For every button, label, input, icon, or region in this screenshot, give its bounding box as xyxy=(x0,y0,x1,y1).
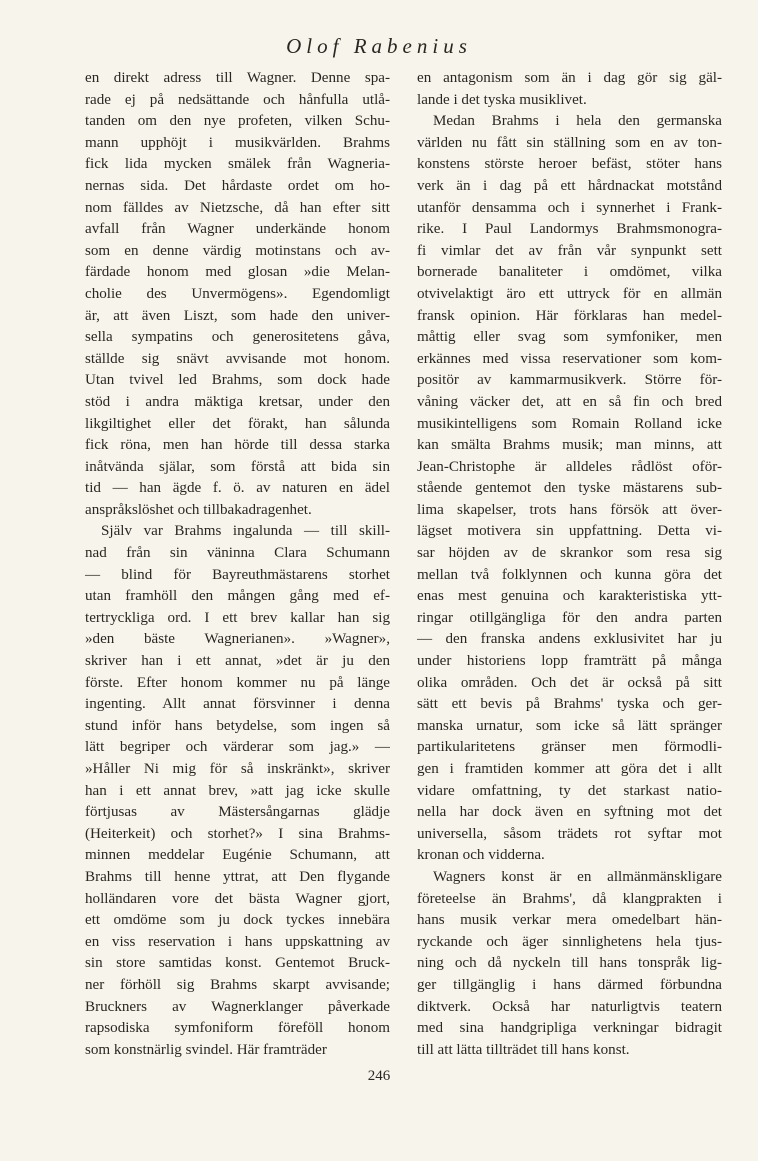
text-line: universella, såsom trädets rot syftar mot xyxy=(417,825,722,842)
text-line: Själv var Brahms ingalunda — till skill- xyxy=(101,523,390,540)
text-line: musikintelligens som Romain Rolland icke xyxy=(417,415,722,432)
text-line: gen i framtiden kommer att göra det i allt xyxy=(417,761,722,777)
text-line: Utan tvivel led Brahms, som dock hade xyxy=(85,372,390,389)
text-line: nom fälldes av Nietzsche, då han efter sitt xyxy=(85,199,390,216)
text-line: våning väcker det, att en så fin och bred xyxy=(417,393,722,410)
text-line: måttig eller svag som symfoniker, men xyxy=(417,329,722,346)
text-line: ger tillgänglig i hans därmed förbundna xyxy=(417,976,722,993)
text-line: otvivelaktigt äro ett uttryck för en allmän xyxy=(417,285,722,302)
text-line: mann upphöjt i musikvärlden. Brahms xyxy=(85,134,390,151)
text-line: ner förhöll sig Brahms skarpt avvisande; xyxy=(85,976,390,993)
text-line: sin store samtidas konst. Gentemot Bruck- xyxy=(85,955,390,972)
text-line: skriver han i ett annat, »det är ju den xyxy=(85,653,390,670)
text-line: förste. Efter honom kommer nu på länge xyxy=(85,674,390,691)
text-line: som en denne värdig motinstans och av- xyxy=(85,242,390,259)
text-line: avfall från Wagner underkände honom xyxy=(85,221,390,238)
text-line: (Heiterkeit) och storhet?» I sina Brahms- xyxy=(85,825,390,842)
text-line: stund inför hans betydelse, som ingen så xyxy=(85,717,390,734)
text-line: Brahms till henne yttrat, att Den flygande xyxy=(85,868,390,885)
text-line: Bruckners av Wagnerklanger påverkade xyxy=(85,998,390,1015)
text-line: ning och då nyckeln till hans tonspråk lig- xyxy=(417,955,722,972)
text-line: företeelse än Brahms', då klangprakten i xyxy=(417,890,722,907)
text-line: kan smälta Brahms musik; man minns, att xyxy=(417,437,722,454)
page-number: 246 xyxy=(367,1068,391,1084)
text-line: manska urnatur, som icke så lätt spränger xyxy=(417,717,722,734)
text-line: under historiens lopp framträtt på många xyxy=(417,653,722,670)
text-line: han i ett annat brev, »att jag icke skulle xyxy=(85,782,390,799)
text-line: »den bäste Wagnerianen». »Wagner», xyxy=(85,631,390,648)
text-line: utan framhöll den mången gång med ef- xyxy=(85,588,390,605)
text-line: lima skapelser, trots hans försök att över- xyxy=(417,501,722,518)
text-line: rade ej på nedsättande och hånfulla utlå- xyxy=(85,91,390,108)
text-line: är, att även Liszt, som hade den univer- xyxy=(85,307,390,324)
text-line: anspråkslöshet och tillbakadragenhet. xyxy=(85,501,312,518)
text-line: ett omdöme som ju dock tyckes innebära xyxy=(85,912,390,929)
text-line: en direkt adress till Wagner. Denne spa- xyxy=(85,70,390,86)
text-line: partikularitetens gränser men förmodli- xyxy=(417,739,722,756)
text-line: likgiltighet eller det förakt, han sålunda xyxy=(85,415,390,432)
text-line: Jean-Christophe är alldeles rådlöst oför- xyxy=(417,458,722,475)
text-line: tanden om den nye profeten, vilken Schu- xyxy=(85,113,390,130)
text-line: inåtvända själar, som förstå att bida sin xyxy=(85,458,390,475)
text-line: Wagners konst är en allmänmänskligare xyxy=(433,868,722,885)
text-line: sar höjden av de skrankor som resa sig xyxy=(417,545,722,562)
text-line: positör av kammarmusikverk. Större för- xyxy=(417,372,722,389)
text-line: ställde sig snävt avvisande mot honom. xyxy=(85,350,390,367)
text-line: rike. I Paul Landormys Brahmsmonogra- xyxy=(417,221,722,238)
text-line: erkännes med vissa reservationer som kom- xyxy=(417,350,722,367)
text-line: tid — han ägde f. ö. av naturen en ädel xyxy=(85,480,390,497)
text-line: till att lätta tillträdet till hans konst. xyxy=(417,1041,630,1058)
text-line: färdade honom med glosan »die Melan- xyxy=(85,264,390,281)
text-line: fransk opinion. Här förklaras han medel- xyxy=(417,307,722,324)
text-line: ingenting. Allt annat försvinner i denna xyxy=(85,696,390,713)
text-line: lande i det tyska musiklivet. xyxy=(417,91,587,108)
text-line: fi vimlar det av från vår synpunkt sett xyxy=(417,242,722,259)
text-line: diktverk. Också har naturligtvis teatern xyxy=(417,998,722,1015)
text-line: sätt ett bevis på Brahms' tyska och ger- xyxy=(417,696,722,713)
text-line: nella har dock även en syftning mot det xyxy=(417,804,722,821)
text-line: utanför densamma och i synnerhet i Frank- xyxy=(417,199,722,216)
text-line: lätt begriper och värderar som jag.» — xyxy=(85,739,390,756)
text-line: mellan två folklynnen och kunna göra det xyxy=(417,566,722,583)
text-line: lägset motivera sin uppfattning. Detta vi- xyxy=(417,523,722,540)
left-column xyxy=(85,68,390,1061)
text-line: sella sympatins och generositetens gåva, xyxy=(85,329,390,346)
text-line: vidare omfattning, ty det starkast natio- xyxy=(417,782,722,799)
text-line: stöd i andra mäktiga kretsar, under den xyxy=(85,393,390,410)
text-line: tertryckliga ord. I ett brev kallar han sig xyxy=(85,609,390,626)
text-line: konstens störste heroer befäst, stöter hans xyxy=(417,156,722,173)
text-line: — blind för Bayreuthmästarens storhet xyxy=(85,566,390,583)
text-line: Medan Brahms i hela den germanska xyxy=(433,113,722,130)
text-line: bornerade banaliteter i omdömet, vilka xyxy=(417,264,722,281)
text-line: holländaren vore det bästa Wagner gjort, xyxy=(85,890,390,907)
text-line: världen nu fått sin ställning som en av ton- xyxy=(417,134,722,151)
text-line: stående gentemot den tyske mästarens sub- xyxy=(417,480,722,497)
text-line: rapsodiska symfoniform föreföll honom xyxy=(85,1020,390,1037)
text-line: cholie des Unvermögens». Egendomligt xyxy=(85,285,390,302)
text-line: enas mest genuina och karakteristiska ytt- xyxy=(417,588,722,605)
text-line: nad från sin väninna Clara Schumann xyxy=(85,545,390,562)
text-line: hans musik verkar mera omedelbart hän- xyxy=(417,912,722,929)
text-line: kronan och vidderna. xyxy=(417,847,545,864)
running-header: Olof Rabenius xyxy=(286,34,472,58)
text-line: minnen meddelar Eugénie Schumann, att xyxy=(85,847,390,864)
text-line: som konstnärlig svindel. Här framträder xyxy=(85,1041,327,1058)
text-line: en antagonism som än i dag gör sig gäl- xyxy=(417,70,722,86)
text-line: verk än i dag på ett hårdnackat motstånd xyxy=(417,177,722,194)
text-line: ringar otillgängliga för den andra parten xyxy=(417,609,722,626)
text-line: fick röna, men han hörde till dessa starka xyxy=(85,437,390,454)
right-column xyxy=(417,68,722,1061)
text-line: en viss reservation i hans uppskattning av xyxy=(85,933,390,950)
text-line: fick lida mycken smälek från Wagneria- xyxy=(85,156,390,173)
text-line: förtjusas av Mästersångarnas glädje xyxy=(85,804,390,821)
text-line: nernas sida. Det hårdaste ordet om ho- xyxy=(85,177,390,194)
text-line: olika områden. Och det är också på sitt xyxy=(417,674,722,691)
text-line: med sina handgripliga verkningar bidragit xyxy=(417,1020,722,1037)
text-line: — den franska andens exklusivitet har ju xyxy=(417,631,722,648)
text-line: »Håller Ni mig för så inskränkt», skriver xyxy=(85,761,390,777)
text-line: ryckande och äger sinnlighetens hela tjus- xyxy=(417,933,722,950)
